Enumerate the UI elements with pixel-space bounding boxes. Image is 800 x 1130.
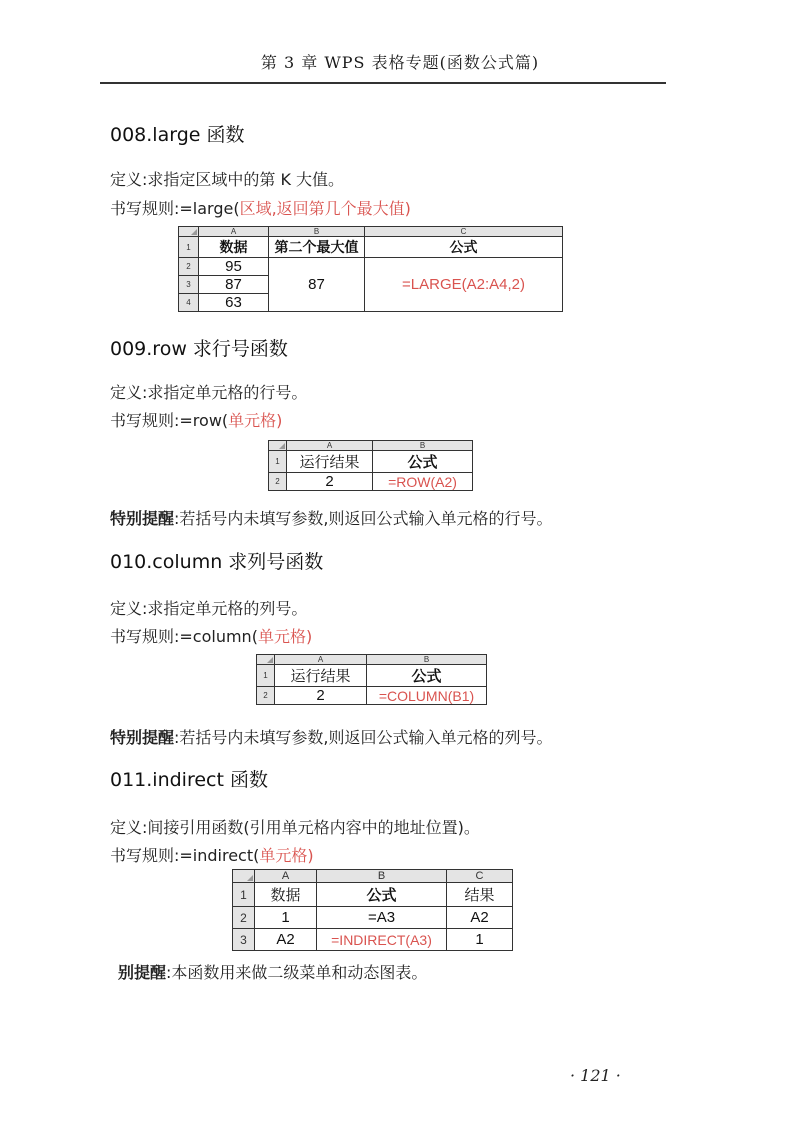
data-cell: 87 (199, 276, 269, 294)
sheet-corner (233, 870, 255, 883)
col-header: B (317, 870, 447, 883)
header-cell: 公式 (317, 883, 447, 907)
rule-prefix: 书写规则:=row( (110, 411, 229, 430)
rule-args: 区域,返回第几个最大值) (239, 199, 411, 218)
row-header: 1 (233, 883, 255, 907)
rule-indirect (110, 843, 314, 866)
col-header: C (365, 227, 563, 237)
row-header: 3 (233, 929, 255, 951)
section-title-indirect: 011.indirect 函数 (110, 769, 268, 791)
data-cell: 63 (199, 294, 269, 312)
note-label: 特别提醒 (110, 728, 175, 747)
row-header: 3 (179, 276, 199, 294)
rule-args: 单元格) (259, 846, 314, 865)
section-title-large: 008.large 函数 (110, 124, 245, 146)
running-header: 第 3 章 WPS 表格专题(函数公式篇) (260, 53, 540, 72)
result-cell: A2 (447, 907, 513, 929)
sheet-corner (179, 227, 199, 237)
row-header: 1 (179, 237, 199, 258)
rule-prefix: 书写规则:=large( (110, 199, 240, 218)
note-label: 别提醒 (118, 963, 167, 982)
result-cell: 2 (275, 687, 367, 705)
sheet-indirect (232, 869, 513, 951)
rule-args: 单元格) (228, 411, 283, 430)
rule-prefix: 书写规则:=column( (110, 627, 258, 646)
data-cell: A2 (255, 929, 317, 951)
col-header: A (275, 655, 367, 665)
note-row (110, 506, 553, 529)
formula-cell: =INDIRECT(A3) (317, 929, 447, 951)
sheet-row (268, 440, 473, 491)
row-header: 4 (179, 294, 199, 312)
sheet-corner (257, 655, 275, 665)
result-cell: 2 (287, 473, 373, 491)
data-cell: 95 (199, 258, 269, 276)
col-header: A (199, 227, 269, 237)
col-header: A (255, 870, 317, 883)
section-title-row: 009.row 求行号函数 (110, 338, 288, 360)
definition-large: 定义:求指定区域中的第 K 大值。 (110, 170, 345, 189)
col-header: B (367, 655, 487, 665)
header-cell: 数据 (199, 237, 269, 258)
formula-cell: =LARGE(A2:A4,2) (365, 258, 563, 312)
page-number: · 121 · (570, 1066, 621, 1085)
sheet-large (178, 226, 563, 312)
note-indirect (118, 960, 427, 983)
note-column (110, 725, 553, 748)
definition-indirect: 定义:间接引用函数(引用单元格内容中的地址位置)。 (110, 818, 480, 837)
header-cell: 数据 (255, 883, 317, 907)
header-rule (100, 82, 666, 84)
rule-large (110, 196, 411, 219)
row-header: 2 (233, 907, 255, 929)
rule-args: 单元格) (257, 627, 313, 646)
note-text: :若括号内未填写参数,则返回公式输入单元格的行号。 (174, 509, 553, 528)
header-cell: 运行结果 (287, 451, 373, 473)
row-header: 2 (257, 687, 275, 705)
header-cell: 公式 (365, 237, 563, 258)
formula-cell: =A3 (317, 907, 447, 929)
header-cell: 结果 (447, 883, 513, 907)
sheet-column (256, 654, 487, 705)
sheet-corner (269, 441, 287, 451)
row-header: 2 (269, 473, 287, 491)
header-cell: 运行结果 (275, 665, 367, 687)
header-cell: 第二个最大值 (269, 237, 365, 258)
col-header: B (269, 227, 365, 237)
data-cell: 1 (255, 907, 317, 929)
rule-row (110, 408, 282, 431)
note-label: 特别提醒 (110, 509, 175, 528)
formula-cell: =COLUMN(B1) (367, 687, 487, 705)
rule-prefix: 书写规则:=indirect( (110, 846, 260, 865)
result-cell: 1 (447, 929, 513, 951)
definition-row: 定义:求指定单元格的行号。 (110, 383, 308, 402)
row-header: 1 (257, 665, 275, 687)
result-cell: 87 (269, 258, 365, 312)
header-cell: 公式 (367, 665, 487, 687)
formula-cell: =ROW(A2) (373, 473, 473, 491)
rule-column (110, 624, 312, 647)
row-header: 2 (179, 258, 199, 276)
section-title-column: 010.column 求列号函数 (110, 551, 324, 573)
definition-column: 定义:求指定单元格的列号。 (110, 599, 308, 618)
col-header: A (287, 441, 373, 451)
col-header: B (373, 441, 473, 451)
header-cell: 公式 (373, 451, 473, 473)
row-header: 1 (269, 451, 287, 473)
note-text: :若括号内未填写参数,则返回公式输入单元格的列号。 (174, 728, 553, 747)
note-text: :本函数用来做二级菜单和动态图表。 (166, 963, 428, 982)
col-header: C (447, 870, 513, 883)
